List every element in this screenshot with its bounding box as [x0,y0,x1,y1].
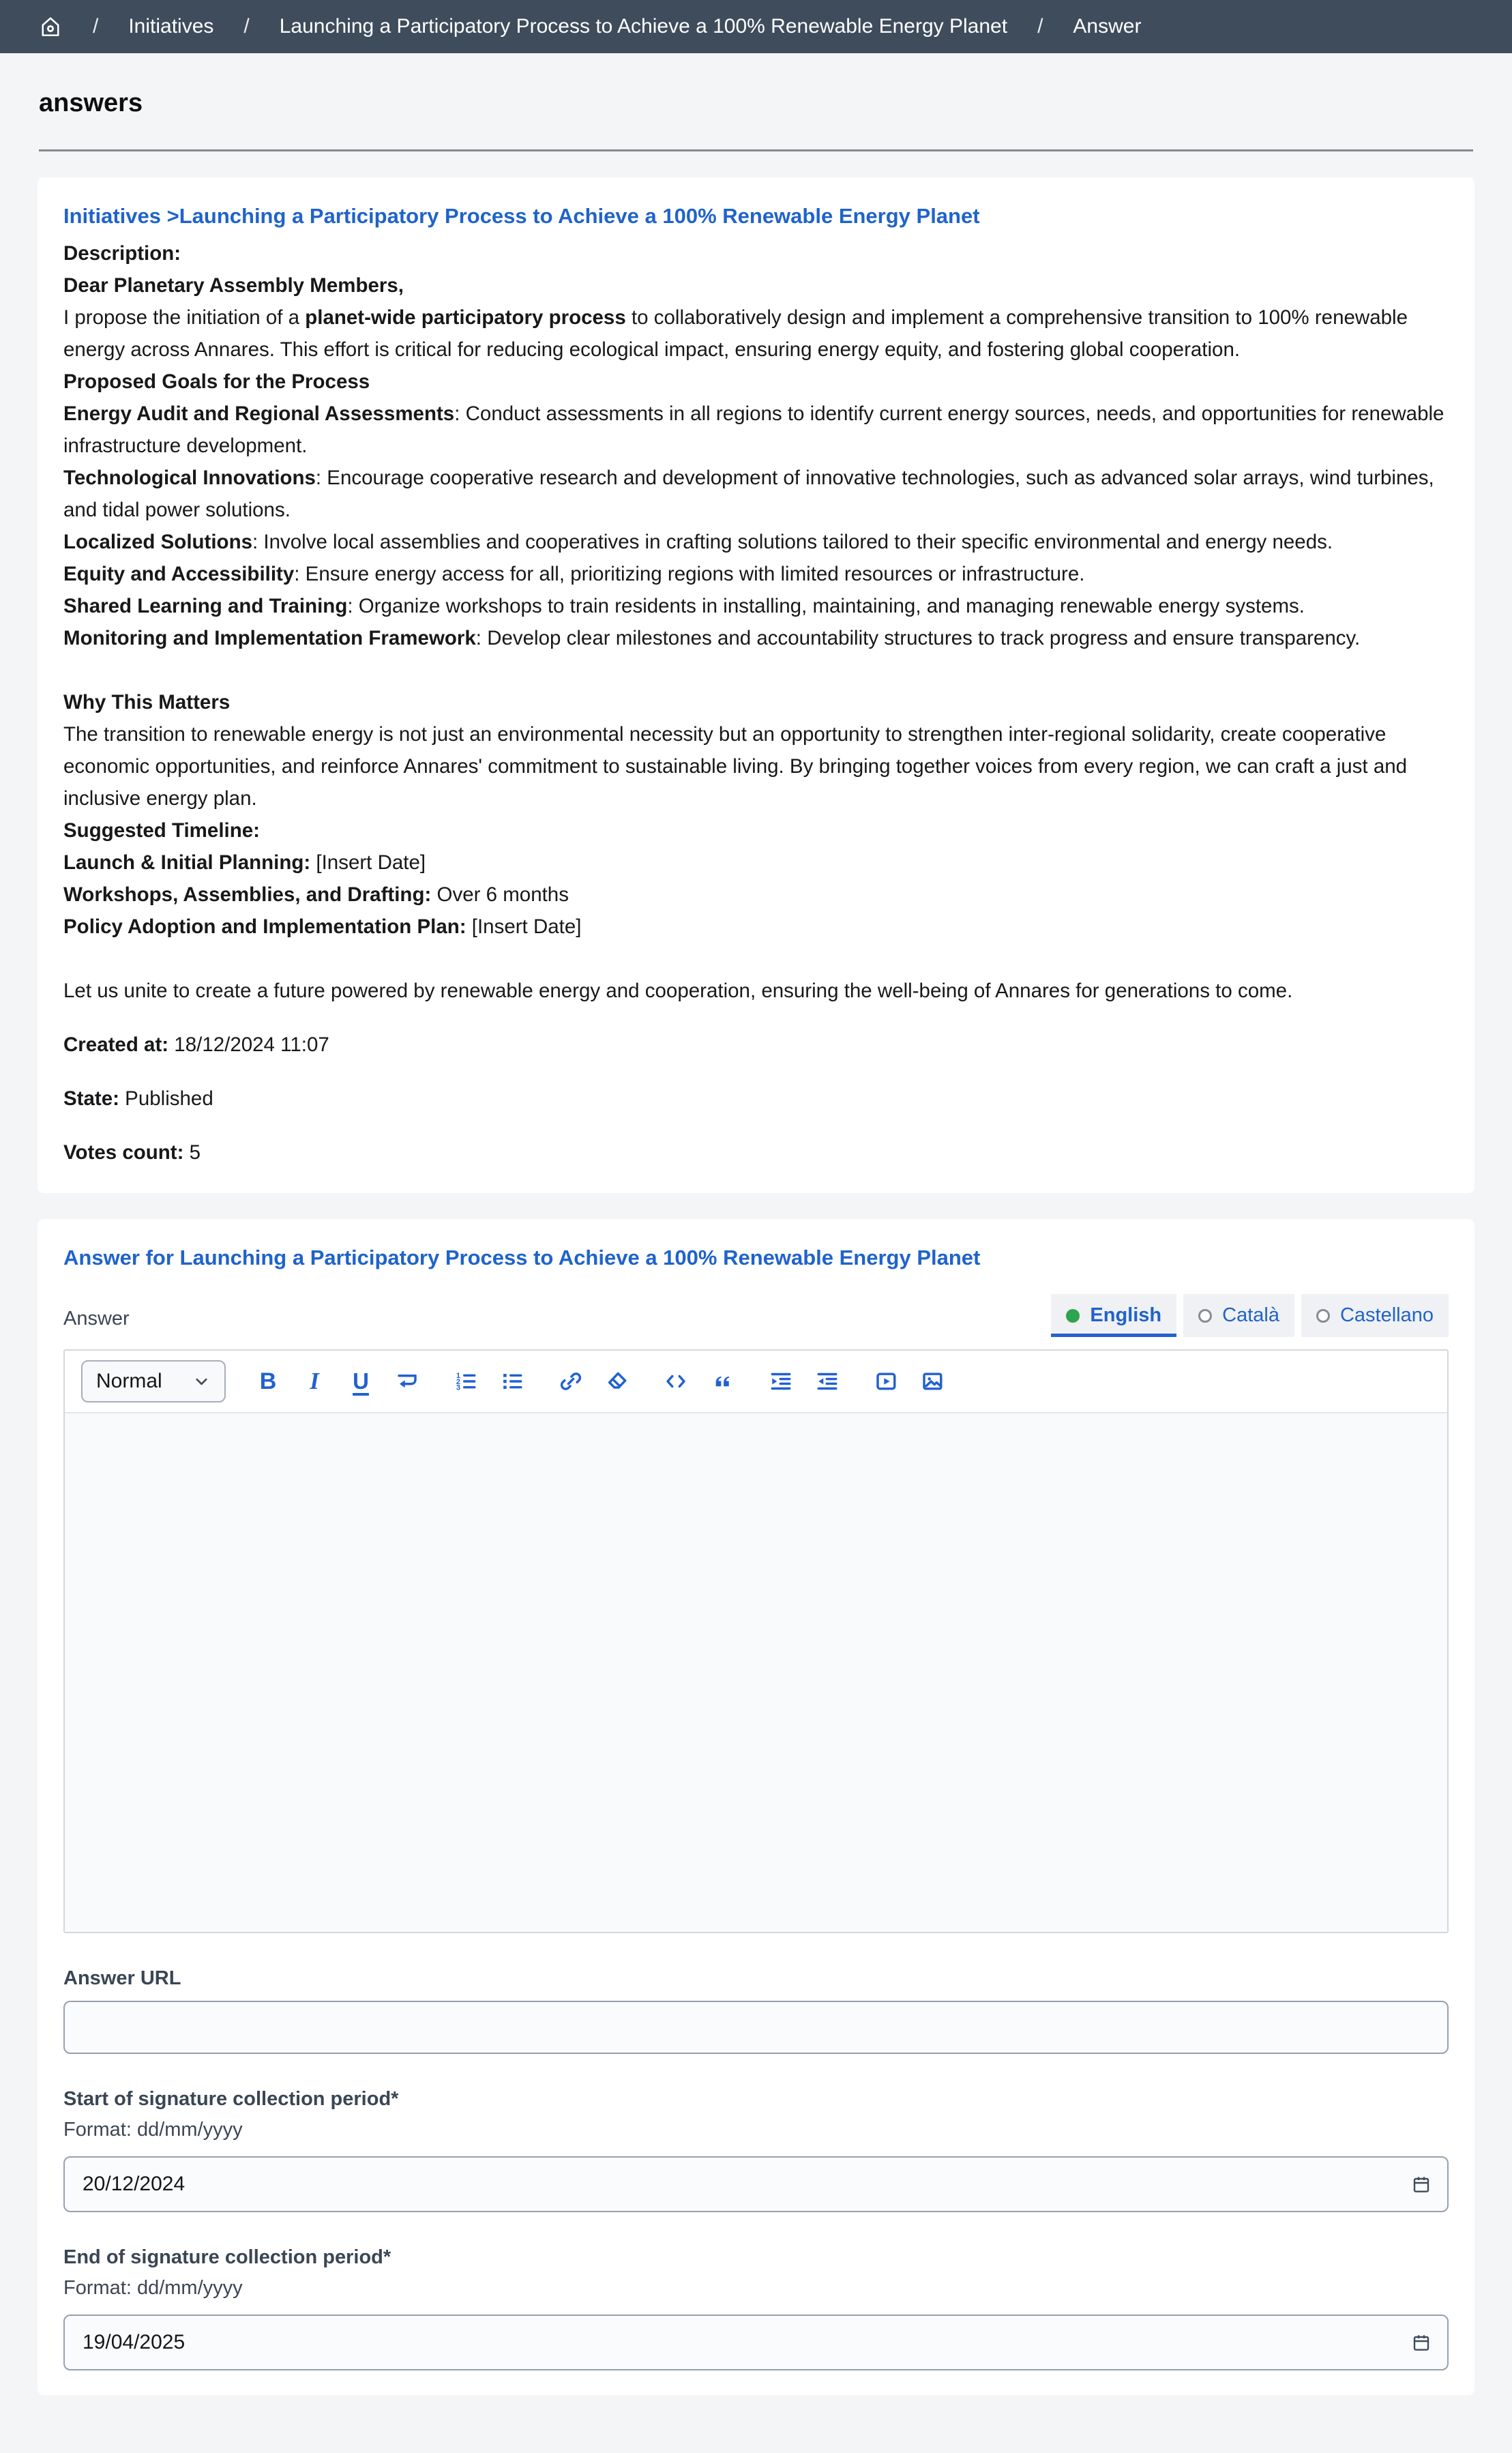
svg-text:3: 3 [456,1383,461,1392]
description-paragraph: Let us unite to create a future powered by renewable energy and cooperation, ensuring the well-being of Annares for generations to come. [63,980,1293,1002]
description-paragraph: Workshops, Assemblies, and Drafting: Over 6 months [63,883,569,906]
description-paragraph: Policy Adoption and Implementation Plan: [Insert Date] [63,915,582,938]
svg-text:1: 1 [456,1372,461,1381]
clear-format-button[interactable] [604,1366,631,1396]
language-tab-catala[interactable] [1183,1294,1294,1337]
line-break-button[interactable] [394,1366,421,1396]
description-paragraph: Equity and Accessibility: Ensure energy access for all, prioritizing regions with limited resources or infrastructure. [63,563,1085,585]
answer-form-title[interactable]: Answer for Launching a Participatory Process to Achieve a 100% Renewable Energy Planet [63,1246,981,1269]
blank-line [63,654,1449,686]
answer-field-label: Answer [63,1308,130,1330]
bold-icon: B [259,1368,277,1394]
image-button[interactable] [919,1366,946,1396]
description-paragraph: Dear Planetary Assembly Members, [63,274,404,297]
bullet-list-icon [500,1369,524,1394]
indent-button[interactable] [767,1366,795,1396]
home-button[interactable] [38,14,63,39]
description-paragraph: I propose the initiation of a planet-wide participatory process to collaboratively design and implement a comprehensive transition to 100% renewable energy across Annares. This effort is critical for reducing ecological impact, ensuring energy equity, and fostering global cooperation. [63,306,1408,361]
main-content [0,89,1512,2395]
start-period-label: Start of signature collection period* [63,2088,399,2110]
blank-line [63,943,1449,975]
answer-url-label: Answer URL [63,1967,181,1989]
initiative-description [63,237,1449,1007]
toolbar-group [767,1366,841,1396]
clear-format-icon [605,1369,629,1394]
initiative-link[interactable]: Initiatives >Launching a Participatory Process to Achieve a 100% Renewable Energy Planet [63,204,980,228]
radio-selected-icon [1066,1309,1080,1323]
answer-card [38,1219,1474,2395]
toolbar-group [254,1366,421,1396]
language-label: English [1090,1304,1162,1326]
home-gear-icon [38,14,63,39]
breadcrumb-bar [0,0,1512,53]
outdent-icon [815,1369,840,1394]
bullet-list-button[interactable] [499,1366,526,1396]
editor-content-area[interactable] [65,1413,1447,1932]
end-date-field [63,2315,1449,2370]
meta-line: Created at: 18/12/2024 11:07 [63,1033,329,1056]
toolbar-group [872,1366,946,1396]
underline-button[interactable] [347,1366,374,1396]
meta-line: State: Published [63,1087,213,1110]
ordered-list-icon [454,1369,478,1394]
language-tab-castellano[interactable] [1301,1294,1449,1337]
description-paragraph: Launch & Initial Planning: [Insert Date] [63,851,426,874]
description-paragraph: Technological Innovations: Encourage cooperative research and development of innovative technologies, such as advanced solar arrays, wind turbines, and tidal power solutions. [63,467,1434,521]
meta-line: Votes count: 5 [63,1141,201,1164]
start-date-field [63,2156,1449,2212]
description-paragraph: Monitoring and Implementation Framework: Develop clear milestones and accountability structures to track progress and ensure transparency. [63,627,1361,649]
blockquote-icon [710,1369,735,1394]
indent-icon [769,1369,793,1394]
video-icon [874,1369,898,1394]
description-paragraph: Energy Audit and Regional Assessments: Conduct assessments in all regions to identify current energy sources, needs, and opportunities for renewable infrastructure development. [63,402,1444,457]
description-paragraph: Description: [63,242,181,265]
language-tab-english[interactable] [1051,1294,1176,1337]
answer-field-row [63,1294,1449,1337]
description-paragraph: Proposed Goals for the Process [63,370,370,393]
toolbar-buttons [254,1366,946,1396]
svg-text:2: 2 [456,1377,461,1386]
breadcrumb-initiative-title[interactable]: Launching a Participatory Process to Achieve a 100% Renewable Energy Planet [279,15,1008,38]
image-icon [920,1369,945,1394]
page-title: answers [39,89,143,117]
toolbar-group [452,1366,526,1396]
description-paragraph: Why This Matters [63,691,231,714]
underline-icon: U [353,1368,369,1394]
initiative-card [38,177,1474,1193]
editor-toolbar [65,1351,1447,1413]
bold-button[interactable] [254,1366,282,1396]
radio-unselected-icon [1198,1309,1212,1323]
initiative-meta [63,1029,1449,1169]
toolbar-group [662,1366,736,1396]
description-paragraph: Localized Solutions: Involve local assemblies and cooperatives in crafting solutions tailored to their specific environmental and energy needs. [63,531,1333,553]
rich-text-editor [63,1349,1449,1933]
breadcrumb-separator: / [243,15,250,38]
italic-icon: I [310,1368,319,1394]
title-divider [39,149,1473,151]
line-break-icon [395,1369,419,1394]
blockquote-button[interactable] [709,1366,736,1396]
language-label: Català [1222,1304,1279,1326]
link-button[interactable] [557,1366,584,1396]
answer-url-input[interactable] [63,2001,1449,2054]
end-date-input[interactable] [63,2315,1449,2370]
chevron-down-icon [192,1372,211,1391]
code-button[interactable] [662,1366,690,1396]
code-icon [664,1369,688,1394]
link-icon [559,1369,583,1394]
outdent-button[interactable] [814,1366,841,1396]
breadcrumb-initiatives[interactable]: Initiatives [128,15,214,38]
language-selector [1051,1294,1449,1337]
breadcrumb-separator: / [1037,15,1043,38]
description-paragraph: The transition to renewable energy is not just an environmental necessity but an opportunity to strengthen inter-regional solidarity, create cooperative economic opportunities, and reinforce Annares' commitment to sustainable living. By bringing together voices from every region, we can craft a just and inclusive energy plan. [63,723,1408,810]
format-select-value: Normal [96,1370,162,1392]
start-period-format-hint: Format: dd/mm/yyyy [63,2119,243,2141]
description-paragraph: Shared Learning and Training: Organize workshops to train residents in installing, maintaining, and managing renewable energy systems. [63,595,1305,617]
italic-button[interactable] [301,1366,328,1396]
description-paragraph: Suggested Timeline: [63,819,260,842]
breadcrumb-separator: / [93,15,99,38]
end-period-label: End of signature collection period* [63,2246,391,2268]
breadcrumb-answer[interactable]: Answer [1073,15,1142,38]
toolbar-group [557,1366,631,1396]
end-period-format-hint: Format: dd/mm/yyyy [63,2277,243,2299]
ordered-list-button[interactable] [452,1366,479,1396]
radio-unselected-icon [1316,1309,1330,1323]
start-date-input[interactable] [63,2156,1449,2212]
language-label: Castellano [1339,1304,1434,1326]
format-select[interactable] [81,1360,226,1402]
video-button[interactable] [872,1366,900,1396]
